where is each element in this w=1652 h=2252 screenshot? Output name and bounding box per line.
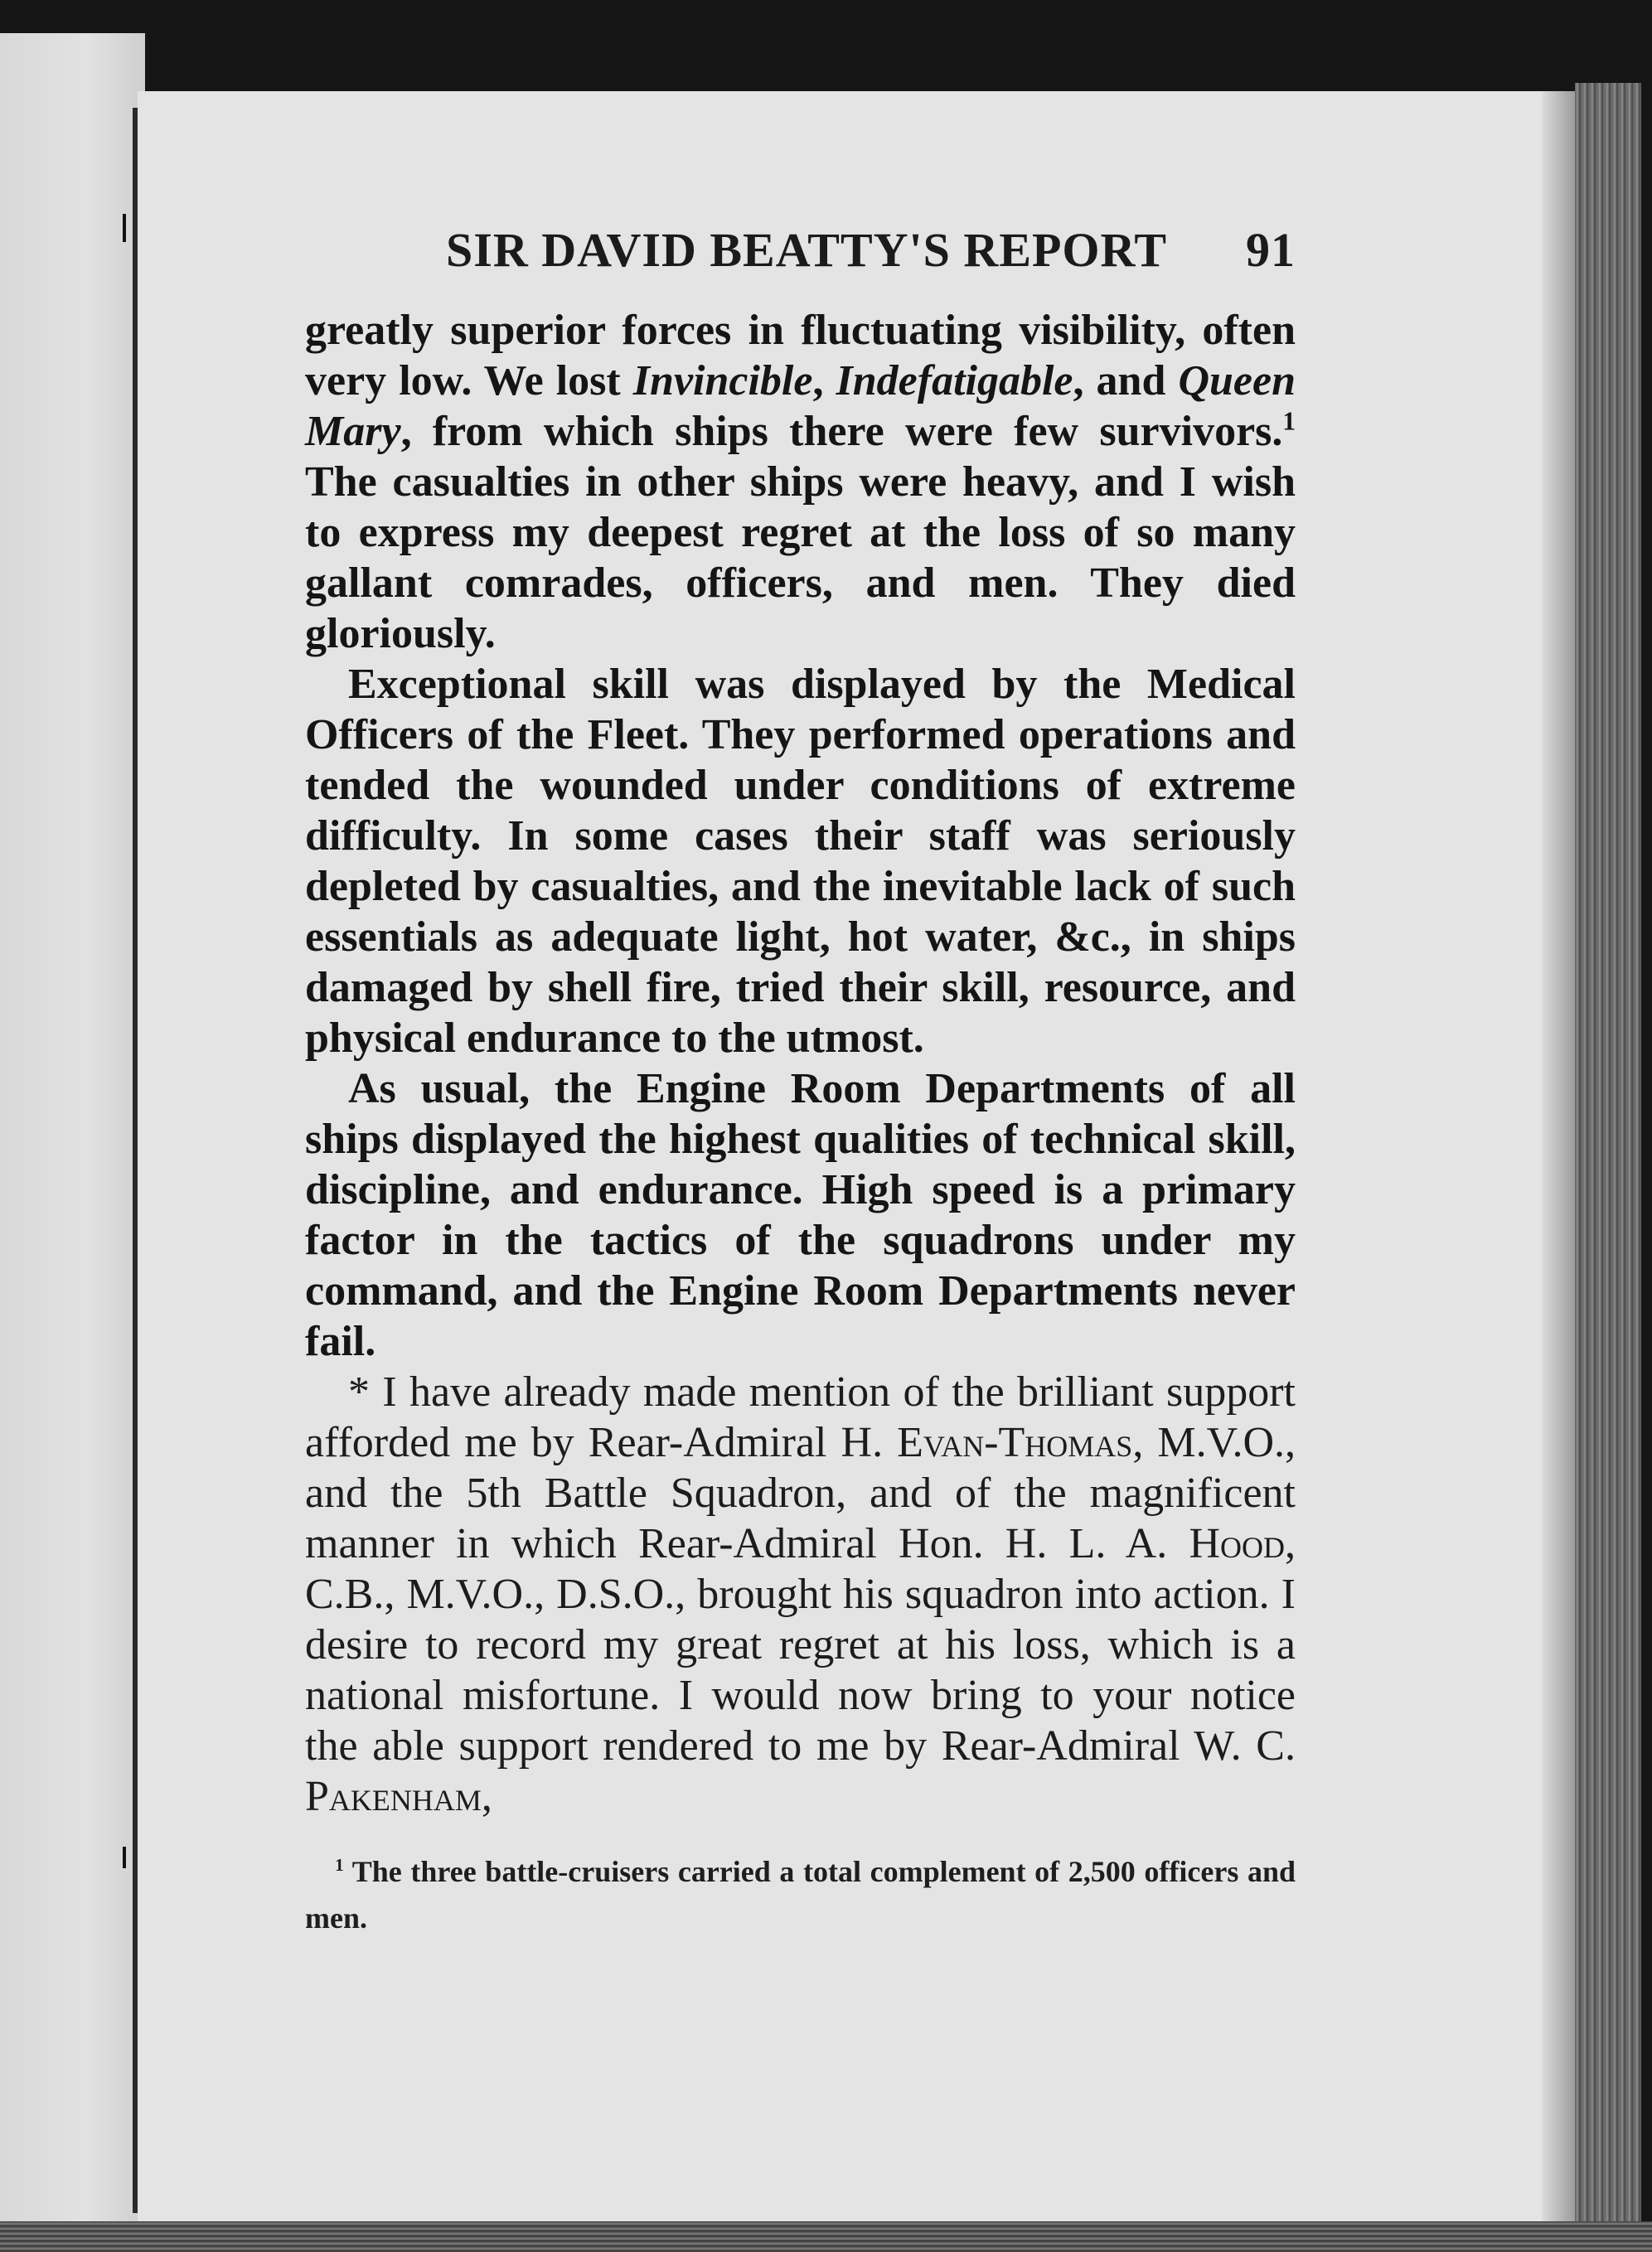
text-run: , from which ships there were few survivors. <box>400 408 1283 455</box>
text-run: , <box>812 357 836 404</box>
book-bottom-edge <box>0 2221 1652 2252</box>
paragraph-3: As usual, the Engine Room Departments of all ships displayed the highest qualities of technical skill, discipline, and endurance. High speed is a primary factor in the tactics of the squadrons under my command, and the Engine Room Departments never fail. <box>305 1065 1296 1365</box>
book-fore-edge <box>1575 83 1641 2238</box>
paragraph-4 <box>305 1367 1296 1822</box>
body-text <box>305 305 1296 1822</box>
ship-name: Indefatigable <box>836 357 1073 404</box>
text-run: greatly superior forces in fluctuating visibility, often very low. We lost <box>305 307 1296 404</box>
running-head-title: SIR DAVID BEATTY'S REPORT <box>446 223 1168 277</box>
text-run: , M.V.O., and the 5th Battle Squadron, and of the magnificent manner in which Rear-Admiral Hon. H. L. A. <box>305 1419 1296 1567</box>
footnote-marker: 1 <box>335 1855 344 1875</box>
page-shadow <box>1542 91 1575 2221</box>
ship-name: Invincible <box>632 357 813 404</box>
paragraph-2: Exceptional skill was displayed by the Medical Officers of the Fleet. They performed operations and tended the wounded under conditions of extreme difficulty. In some cases their staff was seriously depleted by casualties, and the inevitable lack of such essentials as adequate light, hot water, &c., in ships damaged by shell fire, tried their skill, resource, and physical endurance to the utmost. <box>305 661 1296 1062</box>
facing-page-edge <box>0 33 145 2230</box>
person-name: Pakenham <box>305 1773 482 1820</box>
footnote <box>305 1848 1296 1941</box>
person-name: Hood <box>1189 1520 1285 1567</box>
footnote-text: The three battle-cruisers carried a total complement of 2,500 officers and men. <box>305 1855 1296 1935</box>
text-run: The casualties in other ships were heavy, and I wish to express my deepest regret at the loss of so many gallant comrades, officers, and men. They died gloriously. <box>305 458 1296 657</box>
margin-mark <box>123 214 126 242</box>
ship-name: Queen Mary <box>305 357 1296 455</box>
running-head <box>305 217 1296 283</box>
text-run: * I have already made mention of the brilliant support afforded me by Rear-Admiral H. <box>305 1368 1296 1466</box>
person-name: Evan-Thomas <box>897 1419 1133 1466</box>
text-run: , <box>481 1773 492 1820</box>
text-run: , C.B., M.V.O., D.S.O., brought his squadron into action. I desire to record my great regret at his loss, which is a national misfortune. I would now bring to your notice the able support rendered to me by Rear-Admiral W. C. <box>305 1520 1296 1770</box>
footnote-reference: 1 <box>1282 406 1296 436</box>
text-run: , and <box>1073 357 1179 404</box>
page-number: 91 <box>1246 223 1296 277</box>
paragraph-1 <box>305 305 1296 659</box>
margin-mark <box>123 1847 126 1868</box>
